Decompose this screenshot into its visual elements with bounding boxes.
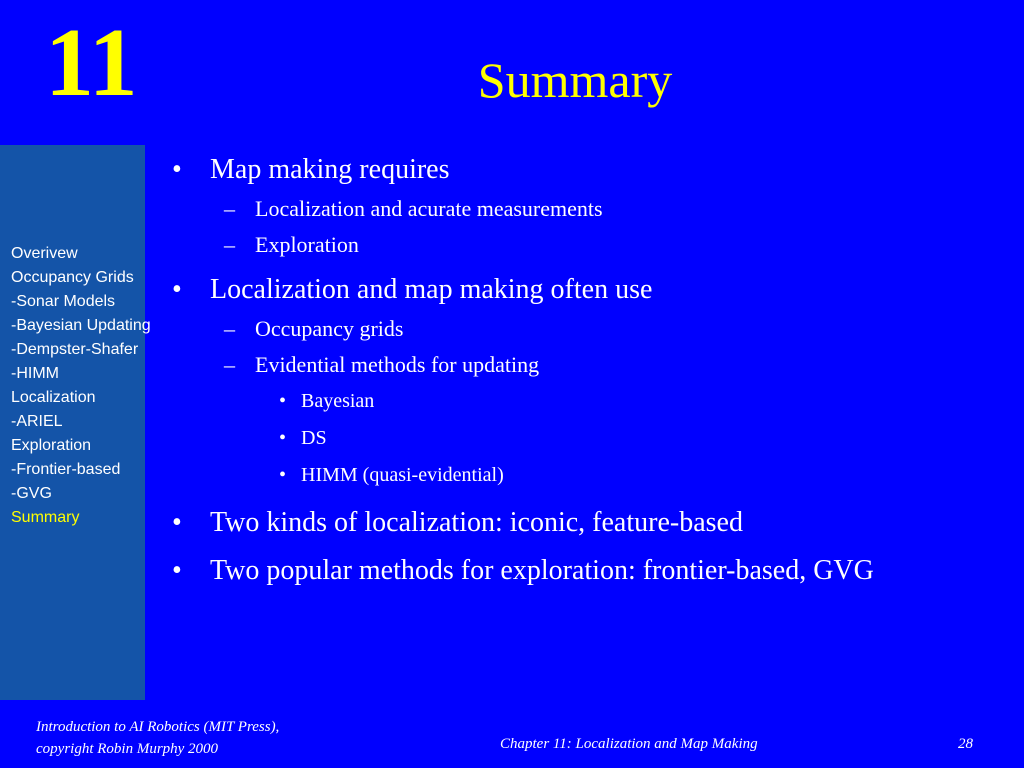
sidebar-item-himm[interactable]: -HIMM bbox=[11, 365, 59, 382]
sidebar-item-summary[interactable]: Summary bbox=[11, 509, 80, 526]
footer-credit-line: copyright Robin Murphy 2000 bbox=[36, 741, 219, 757]
sub-bullet-item bbox=[172, 230, 972, 260]
sub-bullet-item bbox=[172, 314, 972, 344]
sidebar-item-dempster-shafer[interactable]: -Dempster-Shafer bbox=[11, 341, 139, 358]
sub-sub-bullet-item bbox=[172, 425, 972, 452]
chapter-number: 11 bbox=[45, 9, 138, 117]
bullet-item bbox=[172, 272, 972, 308]
sidebar-outline bbox=[11, 242, 151, 530]
sub-bullet-text: Exploration bbox=[255, 232, 359, 257]
page-number: 28 bbox=[958, 736, 973, 752]
bullet-mark: • bbox=[172, 555, 182, 586]
bullet-mark: • bbox=[279, 464, 287, 486]
bullet-text: Two popular methods for exploration: frontier-based, GVG bbox=[210, 555, 874, 586]
bullet-mark: • bbox=[279, 427, 287, 449]
dash-mark: – bbox=[224, 196, 235, 221]
sidebar-item-gvg[interactable]: -GVG bbox=[11, 485, 52, 502]
bullet-mark: • bbox=[279, 390, 287, 412]
bullet-text: Localization and map making often use bbox=[210, 274, 653, 305]
dash-mark: – bbox=[224, 232, 235, 257]
sidebar-item-localization[interactable]: Localization bbox=[11, 389, 96, 406]
sidebar-item-ariel[interactable]: -ARIEL bbox=[11, 413, 63, 430]
dash-mark: – bbox=[224, 352, 235, 377]
footer-chapter: Chapter 11: Localization and Map Making bbox=[500, 736, 758, 752]
sidebar bbox=[0, 145, 151, 700]
sub-sub-bullet-text: HIMM (quasi-evidential) bbox=[301, 464, 504, 486]
bullet-text: Two kinds of localization: iconic, feature-based bbox=[210, 507, 743, 538]
sidebar-item-sonar-models[interactable]: -Sonar Models bbox=[11, 293, 116, 310]
footer-credit-line: Introduction to AI Robotics (MIT Press), bbox=[36, 719, 280, 735]
dash-mark: – bbox=[224, 316, 235, 341]
bullet-item bbox=[172, 553, 972, 589]
slide-content bbox=[172, 152, 972, 589]
sub-sub-bullet-text: DS bbox=[301, 427, 327, 449]
sub-bullet-text: Occupancy grids bbox=[255, 316, 404, 341]
sidebar-item-frontier-based[interactable]: -Frontier-based bbox=[11, 461, 121, 478]
sidebar-item-overview[interactable]: Overivew bbox=[11, 245, 78, 262]
sub-bullet-item bbox=[172, 194, 972, 224]
sub-bullet-text: Evidential methods for updating bbox=[255, 352, 540, 377]
sub-sub-bullet-item bbox=[172, 388, 972, 415]
bullet-mark: • bbox=[172, 154, 182, 185]
bullet-mark: • bbox=[172, 274, 182, 305]
sidebar-item-occupancy-grids[interactable]: Occupancy Grids bbox=[11, 269, 134, 286]
bullet-item bbox=[172, 505, 972, 541]
sidebar-item-exploration[interactable]: Exploration bbox=[11, 437, 92, 454]
bullet-item bbox=[172, 152, 972, 188]
sub-bullet-text: Localization and acurate measurements bbox=[255, 196, 603, 221]
footer-credit bbox=[36, 716, 279, 760]
sub-bullet-item bbox=[172, 350, 972, 380]
slide-title: Summary bbox=[477, 52, 673, 108]
bullet-text: Map making requires bbox=[210, 154, 450, 185]
bullet-mark: • bbox=[172, 507, 182, 538]
sub-sub-bullet-text: Bayesian bbox=[301, 390, 375, 412]
sidebar-item-bayesian-updating[interactable]: -Bayesian Updating bbox=[11, 317, 151, 334]
sub-sub-bullet-item bbox=[172, 462, 972, 489]
